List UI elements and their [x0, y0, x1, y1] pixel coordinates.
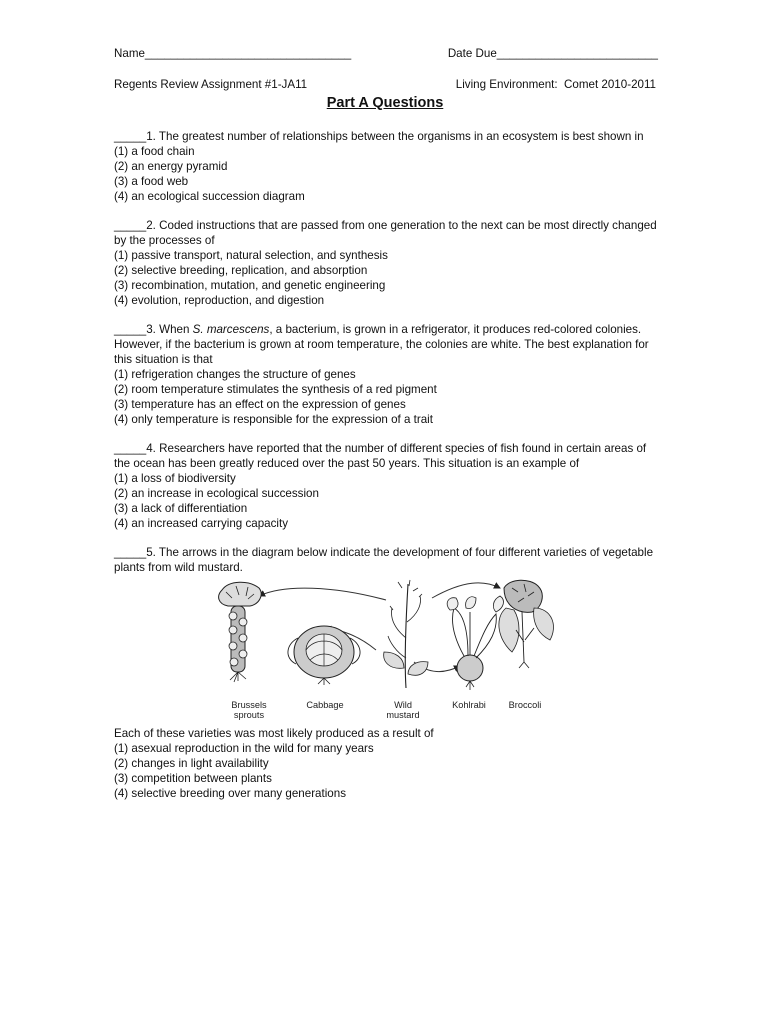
question-2: [114, 218, 658, 308]
header-row-name-date: [114, 46, 656, 61]
answer-choice: (2) room temperature stimulates the synthesis of a red pigment: [114, 383, 437, 396]
mustard-varieties-diagram: [114, 578, 658, 726]
question-4: [114, 441, 658, 531]
question-5: [114, 545, 658, 801]
question-list: [114, 129, 658, 815]
name-field-label: Name________________________________: [114, 47, 352, 60]
question-stem-end: , a bacterium, is grown in a refrigerator, it produces red-colored colonies.: [269, 323, 642, 336]
question-1: [114, 129, 658, 204]
cabbage-plant: [288, 626, 360, 685]
question-3: [114, 322, 658, 427]
answer-choice: (1) asexual reproduction in the wild for many years: [114, 742, 374, 755]
answer-choice: (3) recombination, mutation, and genetic engineering: [114, 279, 386, 292]
header-row-assignment: [114, 77, 656, 92]
answer-choice: (3) a food web: [114, 175, 189, 188]
answer-choice: (1) refrigeration changes the structure of genes: [114, 368, 356, 381]
question-stem: _____1. The greatest number of relationships between the organisms in an ecosystem is best shown in: [114, 130, 644, 143]
question-stem: _____2. Coded instructions that are passed from one generation to the next can be most directly changed by the processes of: [114, 219, 657, 247]
label-brussels-sprouts: Brussels sprouts: [231, 700, 267, 720]
answer-choice: (3) competition between plants: [114, 772, 272, 785]
question-stem-start: _____3. When: [114, 323, 193, 336]
answer-choice: (1) passive transport, natural selection, and synthesis: [114, 249, 388, 262]
arrow-to-brussels-sprouts: [259, 588, 386, 600]
answer-choice: (4) an ecological succession diagram: [114, 190, 305, 203]
answer-choice: (3) a lack of differentiation: [114, 502, 248, 515]
label-wild-mustard: Wild mustard: [386, 700, 420, 720]
question-stem: _____4. Researchers have reported that the number of different species of fish found in certain areas of the ocean has been greatly reduced over the past 50 years. This situation is an example of: [114, 442, 647, 470]
question-stem: [114, 322, 658, 337]
brussels-sprouts-plant: [219, 582, 262, 682]
assignment-title: Regents Review Assignment #1-JA11: [114, 78, 308, 91]
wild-mustard-plant: [384, 580, 428, 688]
answer-choice: (4) an increased carrying capacity: [114, 517, 288, 530]
answer-choice: (2) changes in light availability: [114, 757, 269, 770]
arrow-to-broccoli: [432, 583, 500, 598]
question-stem-continued: However, if the bacterium is grown at room temperature, the colonies are white. The best explanation for this situation is that: [114, 338, 649, 366]
label-kohlrabi: Kohlrabi: [452, 700, 486, 710]
label-broccoli: Broccoli: [508, 700, 542, 710]
answer-choice: (4) only temperature is responsible for the expression of a trait: [114, 413, 433, 426]
kohlrabi-plant: [447, 596, 503, 690]
question-stem: _____5. The arrows in the diagram below indicate the development of four different varieties of vegetable plants from wild mustard.: [114, 546, 654, 574]
broccoli-plant: [499, 580, 554, 668]
page-title: Part A Questions: [326, 95, 444, 111]
answer-choice: (1) a loss of biodiversity: [114, 472, 236, 485]
answer-choice: (3) temperature has an effect on the expression of genes: [114, 398, 406, 411]
label-cabbage: Cabbage: [306, 700, 344, 710]
answer-choice: (4) selective breeding over many generations: [114, 787, 346, 800]
answer-choice: (2) selective breeding, replication, and absorption: [114, 264, 368, 277]
answer-choice: (2) an increase in ecological succession: [114, 487, 319, 500]
question-stem-continued: Each of these varieties was most likely produced as a result of: [114, 727, 434, 740]
answer-choice: (1) a food chain: [114, 145, 195, 158]
answer-choice: (4) evolution, reproduction, and digestion: [114, 294, 325, 307]
course-label: Living Environment: Comet 2010-2011: [455, 78, 656, 91]
date-due-field-label: Date Due_________________________: [447, 47, 658, 60]
answer-choice: (2) an energy pyramid: [114, 160, 228, 173]
species-name: S. marcescens: [192, 323, 270, 336]
